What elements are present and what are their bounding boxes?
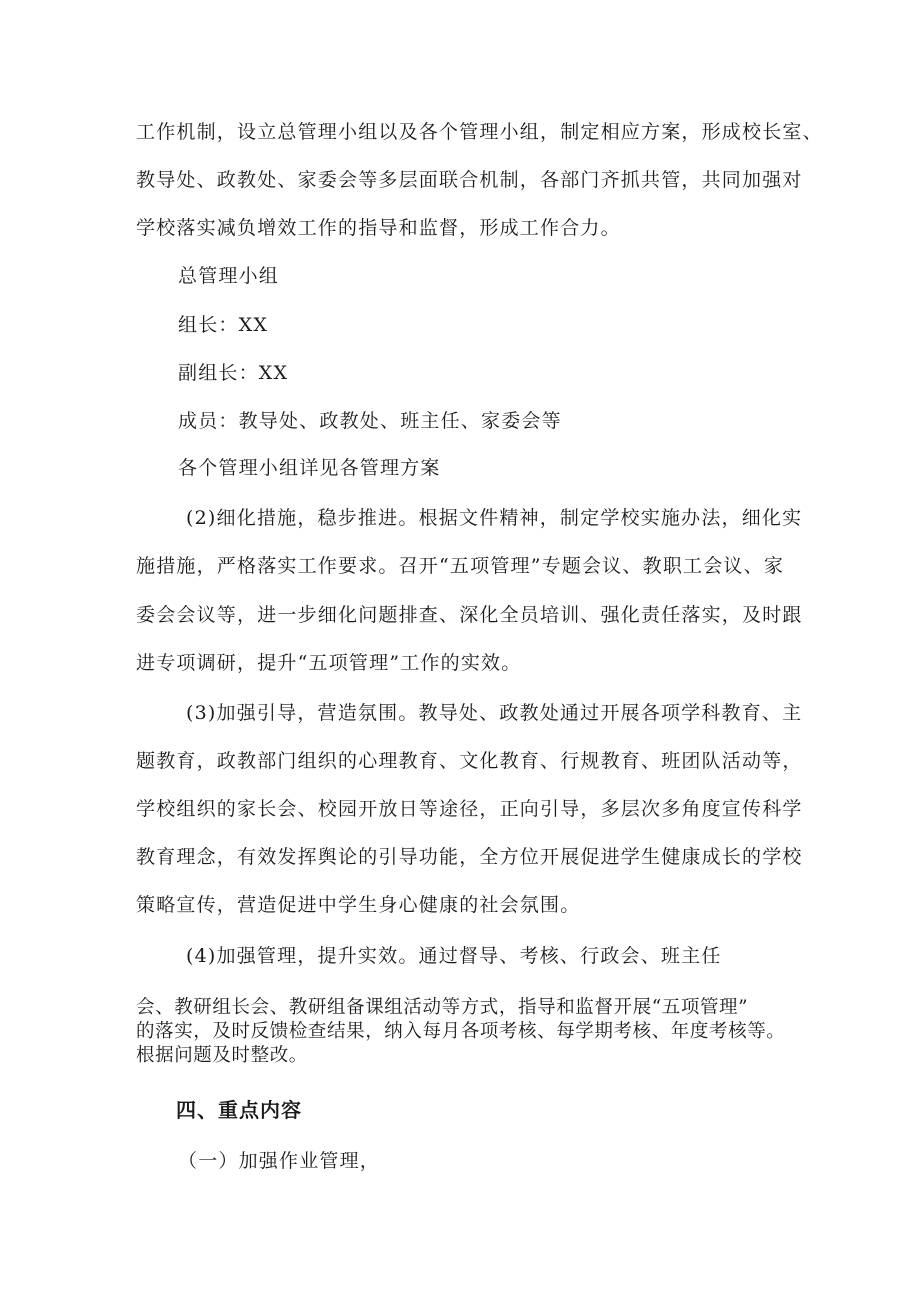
paragraph-line: 的落实，及时反馈检查结果，纳入每月各项考核、每学期考核、年度考核等。 bbox=[136, 1021, 786, 1042]
group-title: 总管理小组 bbox=[178, 265, 280, 287]
group-note: 各个管理小组详见各管理方案 bbox=[178, 457, 441, 479]
paragraph-line: 委会会议等，进一步细化问题排查、深化全员培训、强化责任落实，及时跟 bbox=[136, 604, 803, 626]
group-leader: 组长：XX bbox=[178, 314, 269, 336]
group-deputy-leader: 副组长：XX bbox=[178, 362, 289, 384]
paragraph-line: (4)加强管理，提升实效。通过督导、考核、行政会、班主任 bbox=[186, 945, 722, 967]
paragraph-line: (3)加强引导，营造氛围。教导处、政教处通过开展各项学科教育、主 bbox=[186, 702, 803, 724]
paragraph-line: 学校落实减负增效工作的指导和监督，形成工作合力。 bbox=[136, 217, 621, 239]
group-members: 成员：教导处、政教处、班主任、家委会等 bbox=[178, 410, 562, 432]
subsection-heading: （一）加强作业管理， bbox=[178, 1150, 381, 1172]
paragraph-line: 进专项调研，提升“五项管理”工作的实效。 bbox=[136, 652, 522, 674]
paragraph-line: 教导处、政教处、家委会等多层面联合机制，各部门齐抓共管，共同加强对 bbox=[136, 169, 803, 191]
section-heading: 四、重点内容 bbox=[176, 1098, 302, 1122]
paragraph-line: 施措施，严格落实工作要求。召开“五项管理”专题会议、教职工会议、家 bbox=[136, 555, 785, 577]
paragraph-line: 工作机制，设立总管理小组以及各个管理小组，制定相应方案，形成校长室、 bbox=[136, 121, 823, 143]
paragraph-line: 学校组织的家长会、校园开放日等途径，正向引导，多层次多角度宣传科学 bbox=[136, 798, 803, 820]
paragraph-line: 会、教研组长会、教研组备课组活动等方式，指导和监督开展“五项管理” bbox=[136, 997, 749, 1018]
paragraph-line: 根据问题及时整改。 bbox=[136, 1045, 308, 1066]
paragraph-line: 教育理念，有效发挥舆论的引导功能，全方位开展促进学生健康成长的学校 bbox=[136, 846, 803, 868]
paragraph-line: 策略宣传，营造促进中学生身心健康的社会氛围。 bbox=[136, 894, 581, 916]
paragraph-line: 题教育，政教部门组织的心理教育、文化教育、行规教育、班团队活动等， bbox=[136, 750, 803, 772]
paragraph-line: (2)细化措施，稳步推进。根据文件精神，制定学校实施办法，细化实 bbox=[186, 507, 803, 529]
